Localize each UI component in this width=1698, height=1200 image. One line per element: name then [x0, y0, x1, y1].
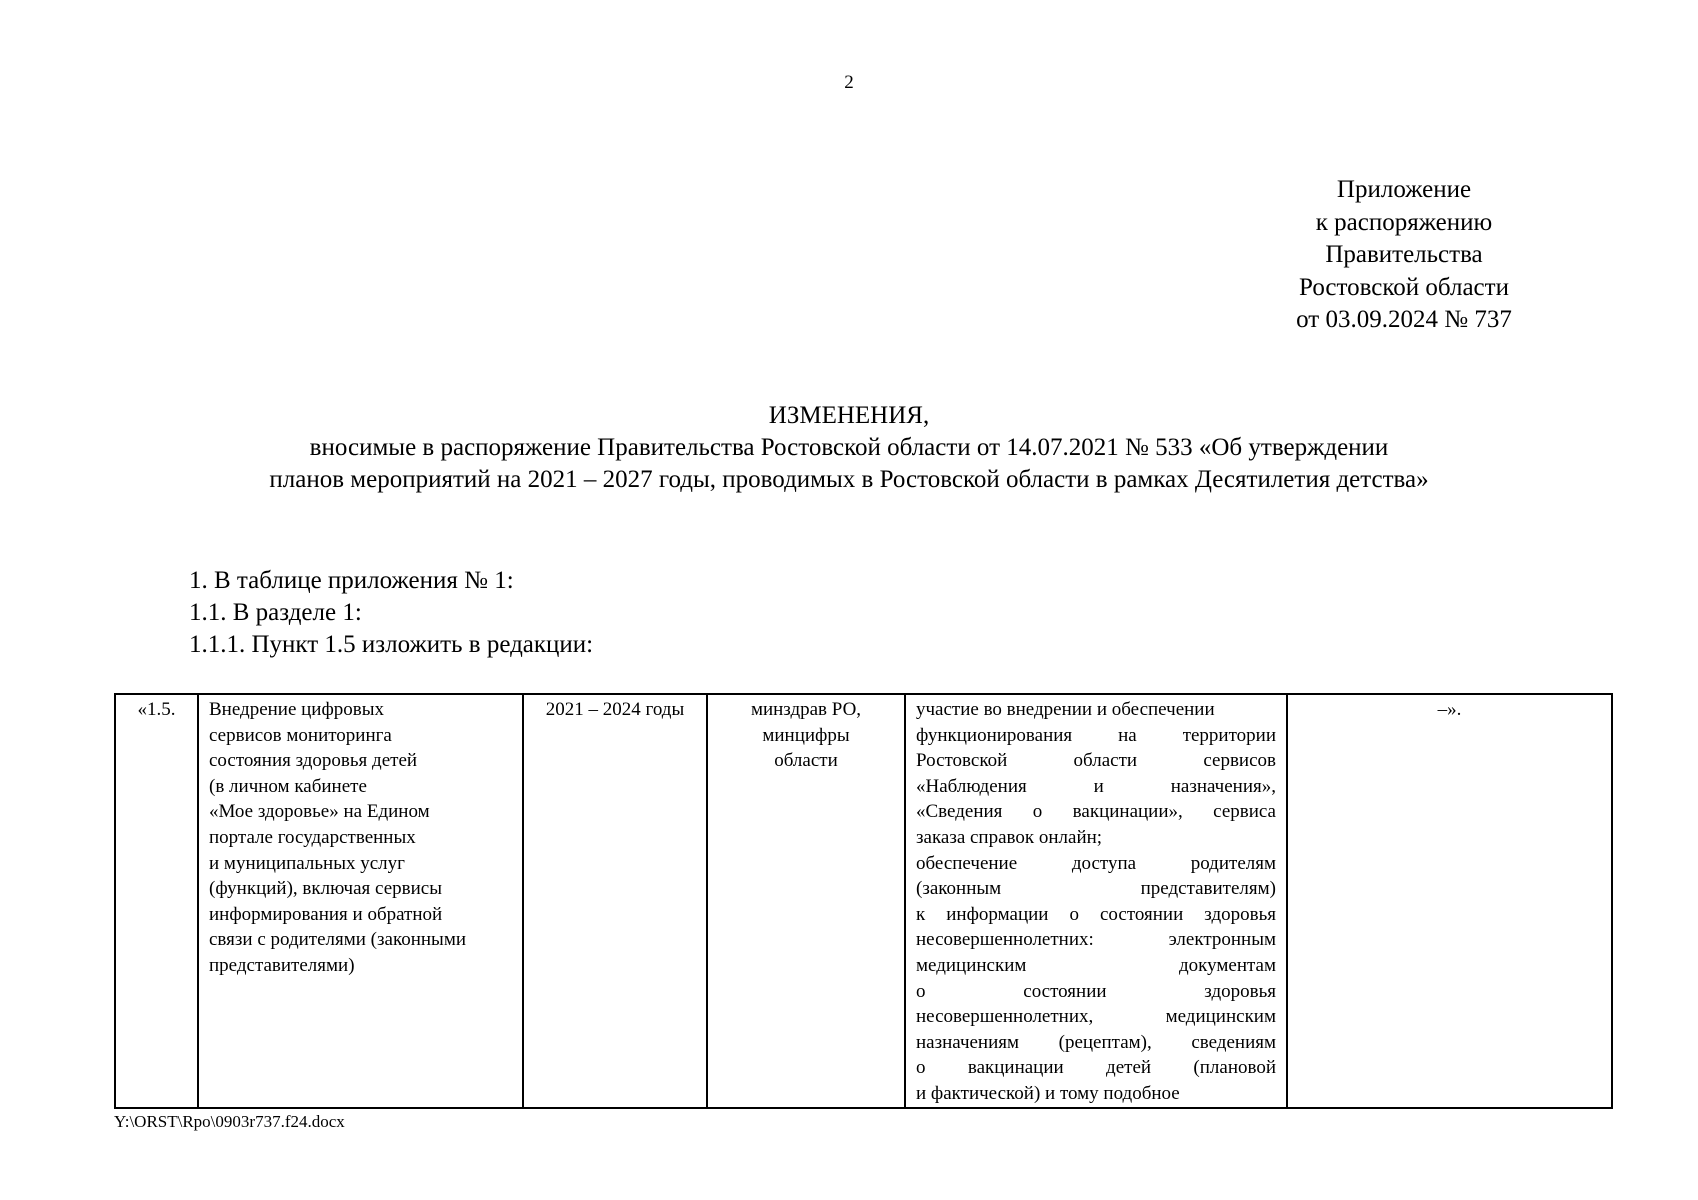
event-line: сервисов мониторинга	[209, 724, 392, 746]
result-line: участие во внедрении и обеспечении	[916, 699, 1215, 720]
event-line: связи с родителями (законными	[209, 929, 467, 951]
result-line: обеспечение доступа родителям	[916, 852, 1276, 874]
event-line: состояния здоровья детей	[209, 750, 418, 772]
heading-line: вносимые в распоряжение Правительства Ростовской области от 14.07.2021 № 533 «Об утверждении	[309, 434, 1389, 461]
period-cell: 2021 – 2024 годы	[523, 694, 707, 1108]
result-line: о состоянии здоровья	[916, 980, 1276, 1002]
item-number-cell: «1.5.	[115, 694, 198, 1108]
file-path-footer: Y:\ORST\Rpo\0903r737.f24.docx	[114, 1112, 345, 1131]
instruction-line: 1.1. В разделе 1:	[189, 599, 362, 626]
result-line: о вакцинации детей (плановой	[916, 1057, 1276, 1079]
executor-line: области	[774, 750, 838, 772]
executor-line: минцифры	[762, 724, 850, 746]
result-line: «Наблюдения и назначения»,	[916, 775, 1276, 797]
executor-cell	[707, 694, 905, 1108]
event-line: информирования и обратной	[209, 903, 443, 925]
event-line: (в личном кабинете	[209, 775, 367, 797]
instruction-line: 1.1.1. Пункт 1.5 изложить в редакции:	[189, 631, 594, 658]
result-line: функционирования на территории	[916, 724, 1276, 746]
result-line: несовершеннолетних: электронным	[916, 929, 1276, 951]
result-line: «Сведения о вакцинации», сервиса	[916, 801, 1276, 823]
event-line: представителями)	[209, 954, 355, 976]
event-line: и муниципальных услуг	[209, 852, 405, 874]
instructions	[189, 565, 593, 661]
page-number: 2	[844, 72, 854, 93]
event-cell	[198, 694, 523, 1108]
appendix-line: к распоряжению	[1315, 208, 1493, 236]
last-cell: –».	[1287, 694, 1612, 1108]
event-line: портале государственных	[209, 826, 416, 848]
result-line: назначениям (рецептам), сведениям	[916, 1031, 1276, 1053]
changes-table	[114, 693, 1613, 1109]
appendix-line: от 03.09.2024 № 737	[1296, 306, 1512, 333]
result-line: медицинским документам	[916, 954, 1276, 976]
appendix-line: Приложение	[1336, 176, 1472, 203]
result-line: (законным представителям)	[916, 878, 1276, 900]
document-heading	[0, 400, 1698, 496]
result-cell	[905, 694, 1287, 1108]
result-line: и фактической) и тому подобное	[916, 1082, 1180, 1104]
event-line: Внедрение цифровых	[209, 699, 385, 720]
result-line: заказа справок онлайн;	[916, 826, 1103, 848]
executor-line: минздрав РО,	[750, 699, 862, 720]
heading-line: планов мероприятий на 2021 – 2027 годы, проводимых в Ростовской области в рамках Десятилетия детства»	[269, 466, 1429, 493]
result-line: к информации о состоянии здоровья	[916, 903, 1276, 925]
event-line: (функций), включая сервисы	[209, 878, 442, 900]
appendix-line: Правительства	[1325, 241, 1483, 268]
appendix-line: Ростовской области	[1299, 273, 1509, 301]
heading-title: ИЗМЕНЕНИЯ,	[768, 402, 930, 429]
instruction-line: 1. В таблице приложения № 1:	[189, 567, 514, 594]
result-line: несовершеннолетних, медицинским	[916, 1006, 1276, 1028]
event-line: «Мое здоровье» на Едином	[209, 801, 430, 823]
appendix-block	[1244, 174, 1564, 337]
table-row	[115, 694, 1612, 1108]
result-line: Ростовской области сервисов	[916, 750, 1276, 772]
